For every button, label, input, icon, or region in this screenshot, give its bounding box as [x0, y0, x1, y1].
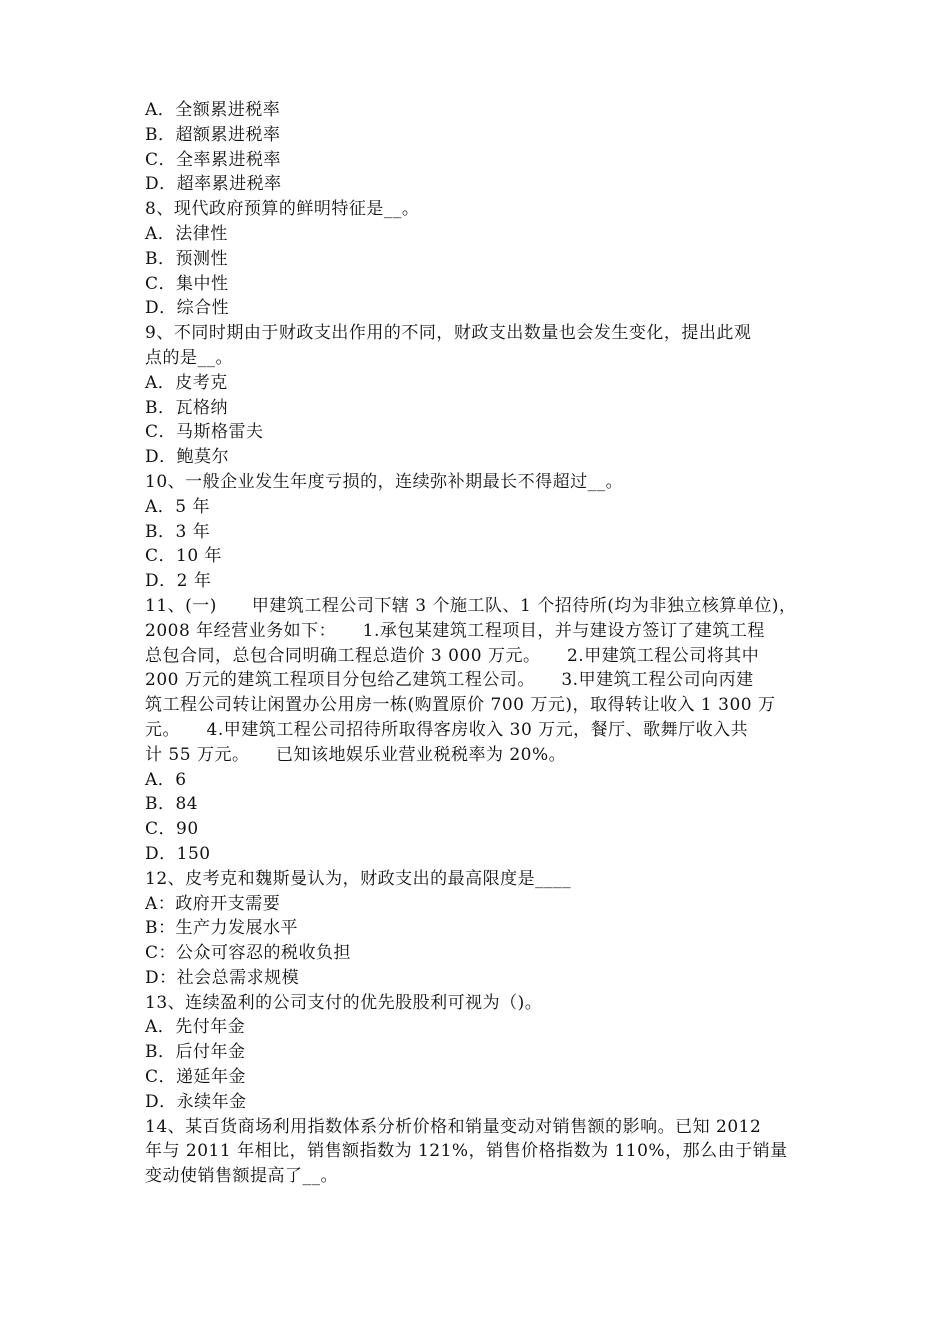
q8-option-b: B．预测性: [145, 248, 228, 269]
q13-option-a: A．先付年金: [145, 1017, 246, 1038]
q12-option-d: D：社会总需求规模: [145, 967, 300, 988]
q11-option-b: B．84: [145, 794, 199, 815]
q11-option-d: D．150: [145, 843, 211, 864]
q9-question-line1: 9、不同时期由于财政支出作用的不同，财政支出数量也会发生变化，提出此观: [145, 323, 752, 344]
q14-text-line: 变动使销售额提高了__。: [145, 1166, 338, 1187]
q11-text-line: 元。 4.甲建筑工程公司招待所取得客房收入 30 万元，餐厅、歌舞厅收入共: [145, 719, 749, 740]
q8-option-d: D．综合性: [145, 298, 230, 319]
q9-option-c: C．马斯格雷夫: [145, 422, 264, 443]
q14-text-line: 14、某百货商场利用指数体系分析价格和销量变动对销售额的影响。已知 2012: [145, 1116, 762, 1137]
q11-text-line: 计 55 万元。 已知该地娱乐业营业税税率为 20%。: [145, 744, 567, 765]
q11-text-line: 200 万元的建筑工程项目分包给乙建筑工程公司。 3.甲建筑工程公司向丙建: [145, 670, 754, 691]
q11-text-line: 总包合同，总包合同明确工程总造价 3 000 万元。 2.甲建筑工程公司将其中: [145, 645, 760, 666]
q13-option-d: D．永续年金: [145, 1091, 247, 1112]
q11-text-line: 2008 年经营业务如下： 1.承包某建筑工程项目，并与建设方签订了建筑工程: [145, 620, 765, 641]
q12-option-b: B：生产力发展水平: [145, 918, 298, 939]
q8-option-c: C．集中性: [145, 273, 229, 294]
q13-option-b: B．后付年金: [145, 1042, 246, 1063]
document-page: [145, 98, 810, 1189]
q13-question: 13、连续盈利的公司支付的优先股股利可视为（)。: [145, 992, 543, 1013]
q8-question: 8、现代政府预算的鲜明特征是__。: [145, 199, 420, 220]
q10-option-b: B．3 年: [145, 521, 211, 542]
q9-option-b: B．瓦格纳: [145, 397, 228, 418]
q11-text-line: 11、(一) 甲建筑工程公司下辖 3 个施工队、1 个招待所(均为非独立核算单位)，: [145, 595, 797, 616]
q10-option-a: A．5 年: [145, 496, 210, 517]
q14-text-line: 年与 2011 年相比，销售额指数为 121%，销售价格指数为 110%，那么由于销量: [145, 1141, 788, 1162]
q7-option-c: C．全率累进税率: [145, 149, 282, 170]
q11-option-a: A．6: [145, 769, 187, 790]
q11-text-line: 筑工程公司转让闲置办公用房一栋(购置原价 700 万元)，取得转让收入 1 300 万: [145, 695, 776, 716]
q9-option-d: D．鲍莫尔: [145, 447, 230, 468]
q12-question: 12、皮考克和魏斯曼认为，财政支出的最高限度是____: [145, 868, 572, 889]
q12-option-a: A：政府开支需要: [145, 893, 281, 914]
q10-option-d: D．2 年: [145, 571, 212, 592]
q10-option-c: C．10 年: [145, 546, 223, 567]
q7-option-d: D．超率累进税率: [145, 174, 282, 195]
q8-option-a: A．法律性: [145, 223, 228, 244]
q10-question: 10、一般企业发生年度亏损的，连续弥补期最长不得超过__。: [145, 471, 624, 492]
q11-option-c: C．90: [145, 819, 199, 840]
q13-option-c: C．递延年金: [145, 1067, 247, 1088]
q9-question-line2: 点的是__。: [145, 347, 233, 368]
q7-option-b: B．超额累进税率: [145, 124, 281, 145]
q9-option-a: A．皮考克: [145, 372, 228, 393]
q12-option-c: C：公众可容忍的税收负担: [145, 943, 352, 964]
q7-option-a: A．全额累进税率: [145, 100, 281, 120]
